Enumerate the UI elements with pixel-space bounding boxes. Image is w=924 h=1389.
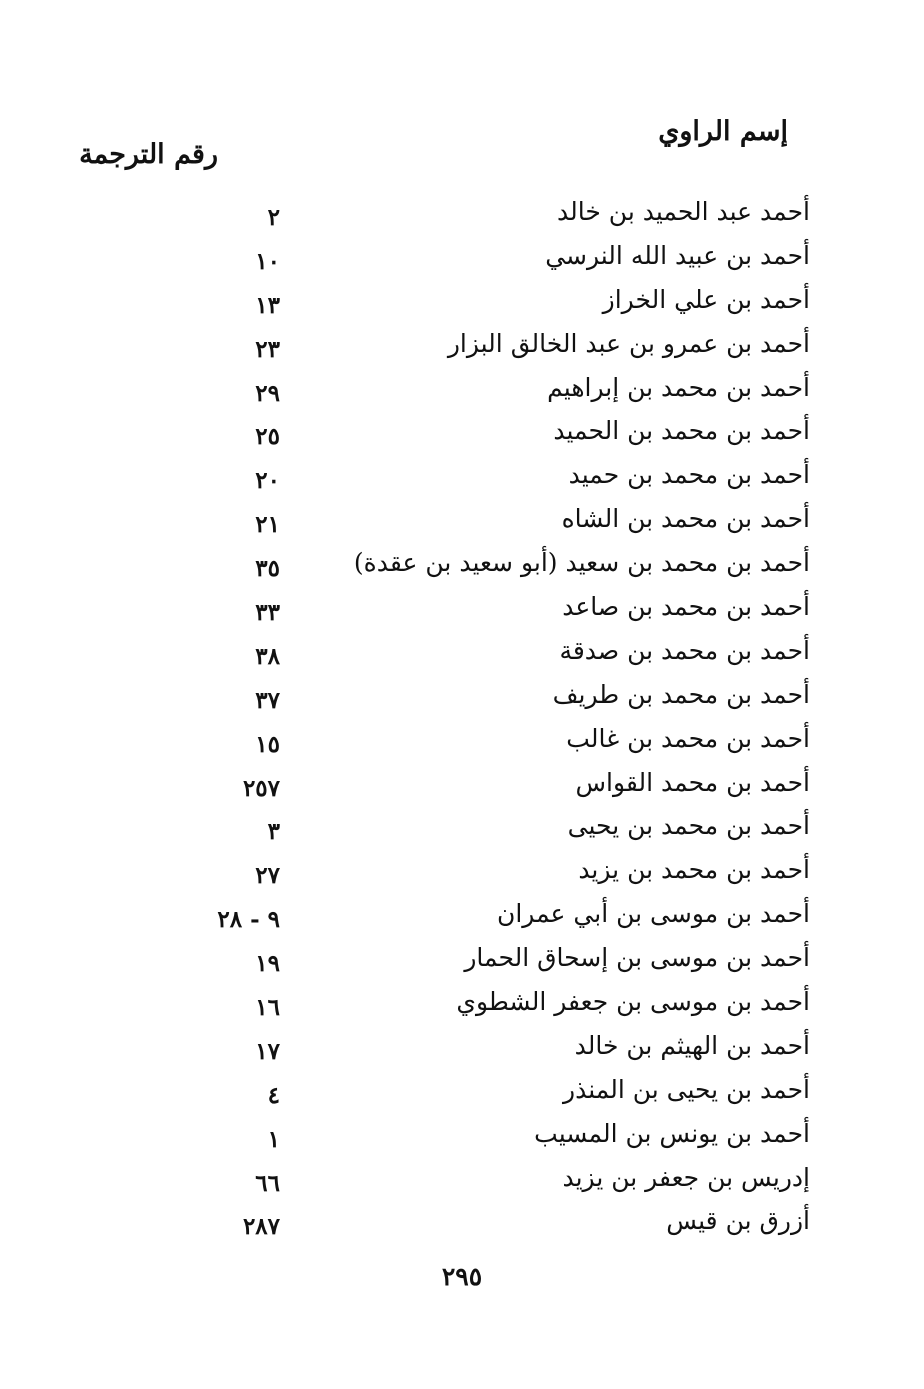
biography-number: ٣ [267, 818, 280, 846]
index-entry-row [0, 411, 924, 455]
biography-number: ٣٥ [255, 555, 280, 583]
index-entry-row [0, 499, 924, 543]
index-entry-row [0, 850, 924, 894]
index-entry-row [0, 675, 924, 719]
index-entry-row [0, 236, 924, 280]
narrator-name: أحمد بن محمد بن سعيد (أبو سعيد بن عقدة) [353, 548, 810, 578]
narrator-name: أحمد بن محمد بن الشاه [561, 504, 810, 534]
biography-number: ١٦ [255, 994, 280, 1022]
narrator-name: أحمد بن محمد بن يزيد [578, 855, 810, 885]
biography-number: ١٥ [255, 730, 280, 758]
index-entry-row [0, 1026, 924, 1070]
narrator-name: أحمد بن محمد بن طريف [552, 679, 810, 709]
biography-number: ٤ [267, 1081, 280, 1109]
biography-number: ٦٦ [255, 1169, 280, 1197]
biography-number: ٢ [267, 204, 280, 231]
biography-number: ٣٣ [255, 599, 280, 627]
name-column-header: إسم الراوي [658, 116, 788, 147]
narrator-name: أحمد بن محمد بن الحميد [553, 416, 810, 446]
index-entry-row [0, 587, 924, 631]
narrator-name: أحمد بن يحيى بن المنذر [563, 1074, 810, 1104]
biography-number: ١ [267, 1125, 280, 1153]
index-entry-row [0, 543, 924, 587]
index-entry-row [0, 763, 924, 807]
biography-number: ٣٧ [255, 686, 280, 714]
narrator-name: أحمد عبد الحميد بن خالد [557, 197, 810, 226]
narrator-name: أحمد بن محمد بن يحيى [567, 811, 810, 841]
narrator-name: أحمد بن عبيد الله النرسي [545, 240, 810, 270]
narrator-name: أحمد بن محمد بن حميد [568, 460, 810, 490]
index-entry-row [0, 1070, 924, 1114]
index-entry-row [0, 455, 924, 499]
narrator-name: أحمد بن الهيثم بن خالد [574, 1030, 810, 1060]
biography-number: ٢١ [255, 511, 280, 539]
biography-number: ١٣ [255, 291, 280, 319]
index-entry-row [0, 982, 924, 1026]
narrator-name: أحمد بن عمرو بن عبد الخالق البزار [447, 328, 810, 358]
narrator-name: أحمد بن موسى بن أبي عمران [497, 899, 810, 929]
index-entry-row [0, 324, 924, 368]
narrator-name: أحمد بن محمد بن صدقة [559, 635, 810, 665]
biography-number: ٢٥٧ [242, 774, 280, 802]
biography-number: ٢٥ [255, 423, 280, 451]
index-entry-row [0, 280, 924, 324]
narrator-name: أحمد بن محمد القواس [575, 767, 810, 797]
page-number: ٢٩٥ [441, 1262, 483, 1291]
index-entry-row [0, 894, 924, 938]
narrator-name: أحمد بن محمد بن إبراهيم [547, 372, 810, 402]
narrator-name: أحمد بن يونس بن المسيب [534, 1118, 810, 1148]
biography-number: ٩ - ٢٨ [217, 906, 280, 934]
biography-number: ٢٧ [255, 862, 280, 890]
index-entry-row [0, 938, 924, 982]
biography-number: ٢٨٧ [242, 1213, 280, 1241]
biography-number: ٢٠ [255, 467, 280, 495]
narrator-name: أحمد بن محمد بن غالب [566, 723, 810, 753]
index-entry-row [0, 806, 924, 850]
narrator-name: أحمد بن علي الخراز [602, 284, 810, 314]
narrator-name: أحمد بن موسى بن إسحاق الحمار [464, 943, 810, 973]
narrator-name: أزرق بن قيس [666, 1206, 810, 1236]
narrator-name: أحمد بن موسى بن جعفر الشطوي [456, 987, 810, 1017]
biography-number: ٢٩ [255, 379, 280, 407]
biography-number: ١٠ [255, 247, 280, 275]
biography-number: ٢٣ [255, 335, 280, 363]
narrator-name: أحمد بن محمد بن صاعد [562, 592, 810, 622]
index-entry-row [0, 719, 924, 763]
biography-number: ١٧ [255, 1037, 280, 1065]
index-entry-row [0, 1114, 924, 1158]
narrator-name: إدريس بن جعفر بن يزيد [562, 1162, 810, 1192]
narrator-index-list [0, 192, 924, 1245]
index-entry-row [0, 1201, 924, 1245]
index-entry-row [0, 1158, 924, 1202]
number-column-header: رقم الترجمة [79, 139, 218, 170]
index-entry-row [0, 192, 924, 236]
biography-number: ١٩ [255, 950, 280, 978]
index-entry-row [0, 631, 924, 675]
biography-number: ٣٨ [255, 642, 280, 670]
index-entry-row [0, 368, 924, 412]
